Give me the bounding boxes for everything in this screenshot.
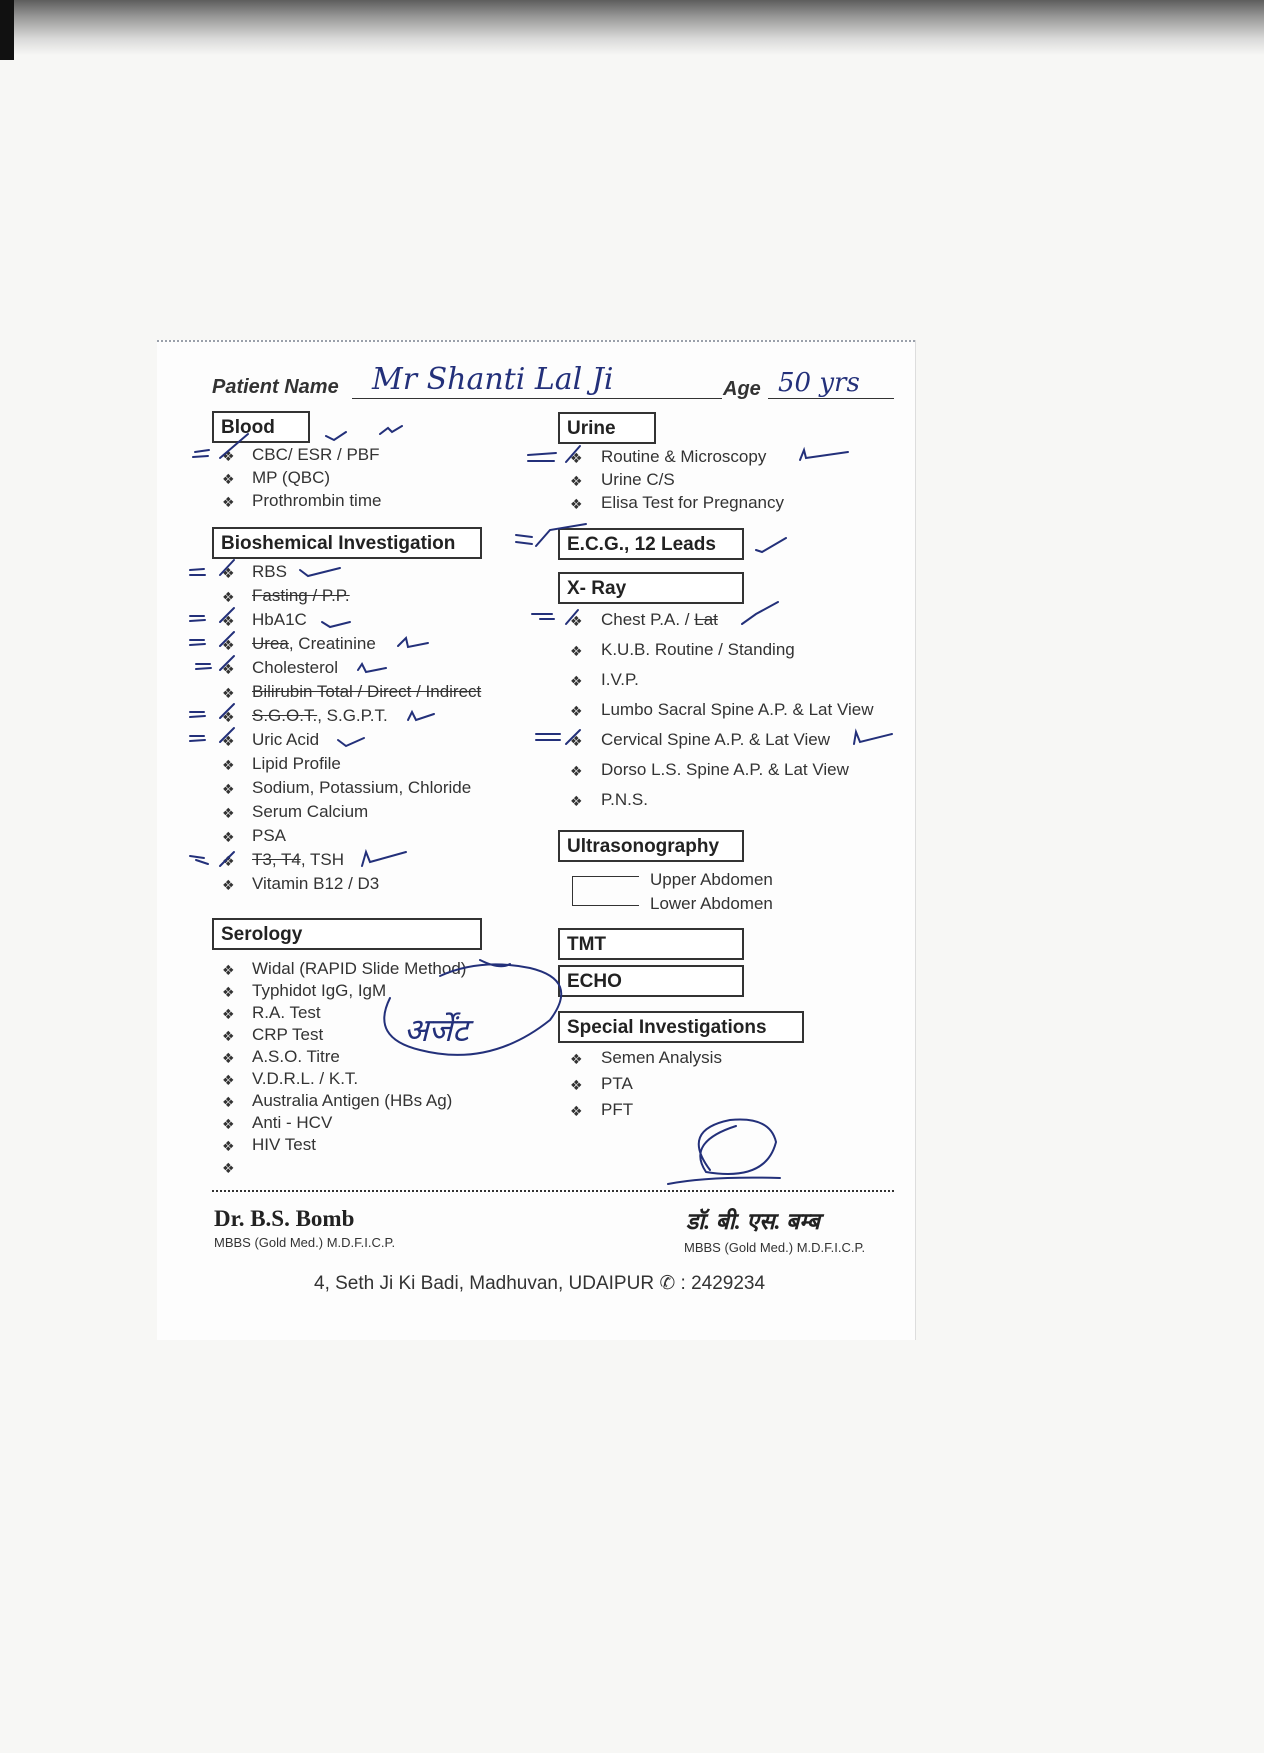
tick-sgpt-icon <box>408 712 434 720</box>
bullet: ❖ <box>570 1051 583 1067</box>
test-widal: Widal (RAPID Slide Method) <box>252 959 467 978</box>
bullet: ❖ <box>222 1050 235 1066</box>
doctor-name-hi: डॉ. बी. एस. बम्ब <box>686 1209 820 1234</box>
test-dorso-ls: Dorso L.S. Spine A.P. & Lat View <box>601 760 849 779</box>
bullet: ❖ <box>222 1094 235 1110</box>
test-cbc: CBC/ ESR / PBF <box>252 445 380 464</box>
test-fasting-pp: Fasting / P.P. <box>252 586 350 605</box>
test-chest-lat: Lat <box>694 610 718 629</box>
test-ra: R.A. Test <box>252 1003 321 1022</box>
bullet: ❖ <box>570 703 583 719</box>
test-serum-calcium: Serum Calcium <box>252 802 369 821</box>
age-value: 50 yrs <box>778 368 860 398</box>
bullet: ❖ <box>222 829 235 845</box>
bullet: ❖ <box>222 877 235 893</box>
bullet: ❖ <box>222 661 235 677</box>
bullet: ❖ <box>570 733 583 749</box>
section-biochemical: Bioshemical Investigation <box>212 527 482 559</box>
test-vdrl: V.D.R.L. / K.T. <box>252 1069 359 1088</box>
bullet: ❖ <box>222 781 235 797</box>
section-serology: Serology <box>212 918 482 950</box>
patient-name-value: Mr Shanti Lal Ji <box>372 362 614 397</box>
test-anti-hcv: Anti - HCV <box>252 1113 333 1132</box>
tick-hba1c-icon <box>322 622 350 627</box>
bullet: ❖ <box>222 1028 235 1044</box>
bullet: ❖ <box>570 1103 583 1119</box>
test-crp: CRP Test <box>252 1025 324 1044</box>
bullet: ❖ <box>222 685 235 701</box>
test-cervical-spine: Cervical Spine A.P. & Lat View <box>601 730 831 749</box>
tick-rbs-icon <box>190 560 234 575</box>
tick-urine-routine-icon <box>528 446 580 462</box>
urgent-note: अर्जेंट <box>404 1011 469 1049</box>
tick-cervical-icon <box>536 730 580 744</box>
bullet: ❖ <box>570 673 583 689</box>
test-ivp: I.V.P. <box>601 670 639 689</box>
section-tmt: TMT <box>558 928 744 960</box>
test-lumbo-sacral: Lumbo Sacral Spine A.P. & Lat View <box>601 700 874 719</box>
tick-creatinine-icon <box>190 632 234 646</box>
tick-uric-acid-icon <box>190 728 234 742</box>
test-chest-pa-label: Chest P.A. / <box>601 610 695 629</box>
tick-tsh-icon <box>362 852 406 866</box>
test-cholesterol: Cholesterol <box>252 658 338 677</box>
test-sgpt: , S.G.P.T. <box>317 706 388 725</box>
tick-urine-routine-icon <box>800 450 848 460</box>
test-creatinine: , Creatinine <box>288 634 376 653</box>
bullet: ❖ <box>222 984 235 1000</box>
bullet: ❖ <box>222 962 235 978</box>
tick-cervical-icon <box>854 732 892 744</box>
clinic-address: 4, Seth Ji Ki Badi, Madhuvan, UDAIPUR ✆ : 2429234 <box>314 1273 766 1294</box>
tick-creatinine-icon <box>398 638 428 647</box>
test-elisa-pregnancy: Elisa Test for Pregnancy <box>601 493 784 512</box>
bullet: ❖ <box>570 450 583 466</box>
bullet: ❖ <box>222 1160 235 1176</box>
bullet: ❖ <box>222 471 235 487</box>
test-prothrombin: Prothrombin time <box>252 491 382 510</box>
bullet: ❖ <box>570 613 583 629</box>
tick-chest-pa-icon <box>742 602 778 624</box>
bullet: ❖ <box>222 613 235 629</box>
test-rbs: RBS <box>252 562 287 581</box>
bullet: ❖ <box>222 637 235 653</box>
doctor-degree-en: MBBS (Gold Med.) M.D.F.I.C.P. <box>214 1235 396 1250</box>
test-semen-analysis: Semen Analysis <box>601 1048 722 1067</box>
tick-cholesterol-icon <box>196 656 234 670</box>
section-xray: X- Ray <box>558 572 744 604</box>
bullet: ❖ <box>570 1077 583 1093</box>
tick-rbs-icon <box>300 568 340 576</box>
bullet: ❖ <box>222 1072 235 1088</box>
tick-blood-icon <box>326 426 402 440</box>
bullet: ❖ <box>222 494 235 510</box>
footer-divider <box>212 1190 894 1192</box>
bullet: ❖ <box>570 496 583 512</box>
tick-tsh-icon <box>190 852 234 866</box>
tick-hba1c-icon <box>190 608 234 622</box>
test-lipid-profile: Lipid Profile <box>252 754 341 773</box>
bullet: ❖ <box>222 853 235 869</box>
section-special-investigations: Special Investigations <box>558 1011 804 1043</box>
tick-uric-acid-icon <box>338 738 364 746</box>
test-hba1c: HbA1C <box>252 610 307 629</box>
test-sgot: S.G.O.T. <box>252 706 318 725</box>
test-aso: A.S.O. Titre <box>252 1047 340 1066</box>
test-hiv: HIV Test <box>252 1135 316 1154</box>
test-hbsag: Australia Antigen (HBs Ag) <box>252 1091 453 1110</box>
bullet: ❖ <box>222 1006 235 1022</box>
bullet: ❖ <box>222 589 235 605</box>
test-bilirubin: Bilirubin Total / Direct / Indirect <box>252 682 482 701</box>
tick-ecg-icon <box>756 538 786 552</box>
bullet: ❖ <box>222 1116 235 1132</box>
test-upper-abdomen: Upper Abdomen <box>650 870 773 889</box>
bullet: ❖ <box>222 709 235 725</box>
test-urine-routine: Routine & Microscopy <box>601 447 767 466</box>
age-label: Age <box>723 378 761 400</box>
doctor-degree-hi: MBBS (Gold Med.) M.D.F.I.C.P. <box>684 1240 866 1255</box>
tick-sgpt-icon <box>190 704 234 718</box>
test-pns: P.N.S. <box>601 790 648 809</box>
tick-cbc-icon <box>193 434 248 458</box>
bullet: ❖ <box>222 565 235 581</box>
bullet: ❖ <box>222 733 235 749</box>
test-pft: PFT <box>601 1100 634 1119</box>
tick-ecg-icon <box>516 524 586 546</box>
tick-cholesterol-icon <box>358 664 386 672</box>
tick-chest-pa-icon <box>532 610 578 624</box>
section-blood: Blood <box>212 411 310 443</box>
test-mp: MP (QBC) <box>252 468 331 487</box>
test-lower-abdomen: Lower Abdomen <box>650 894 773 913</box>
patient-name-label: Patient Name <box>212 376 339 398</box>
signature-icon <box>668 1119 780 1184</box>
section-urine: Urine <box>558 412 656 444</box>
test-vitamin: Vitamin B12 / D3 <box>252 874 380 893</box>
test-pta: PTA <box>601 1074 633 1093</box>
test-typhidot: Typhidot IgG, IgM <box>252 981 387 1000</box>
bullet: ❖ <box>222 1138 235 1154</box>
bullet: ❖ <box>222 805 235 821</box>
doctor-name-en: Dr. B.S. Bomb <box>214 1206 355 1231</box>
test-tsh: , TSH <box>300 850 344 869</box>
bullet: ❖ <box>570 763 583 779</box>
test-t3-t4: T3, T4 <box>252 850 301 869</box>
bullet: ❖ <box>222 757 235 773</box>
test-uric-acid: Uric Acid <box>252 730 320 749</box>
test-kub: K.U.B. Routine / Standing <box>601 640 795 659</box>
test-urea: Urea <box>252 634 289 653</box>
bullet: ❖ <box>222 448 235 464</box>
section-ecg: E.C.G., 12 Leads <box>558 528 744 560</box>
test-urine-cs: Urine C/S <box>601 470 675 489</box>
bullet: ❖ <box>570 643 583 659</box>
bullet: ❖ <box>570 473 583 489</box>
test-psa: PSA <box>252 826 287 845</box>
section-ultrasonography: Ultrasonography <box>558 830 744 862</box>
bullet: ❖ <box>570 793 583 809</box>
test-electrolytes: Sodium, Potassium, Chloride <box>252 778 472 797</box>
section-echo: ECHO <box>558 965 744 997</box>
